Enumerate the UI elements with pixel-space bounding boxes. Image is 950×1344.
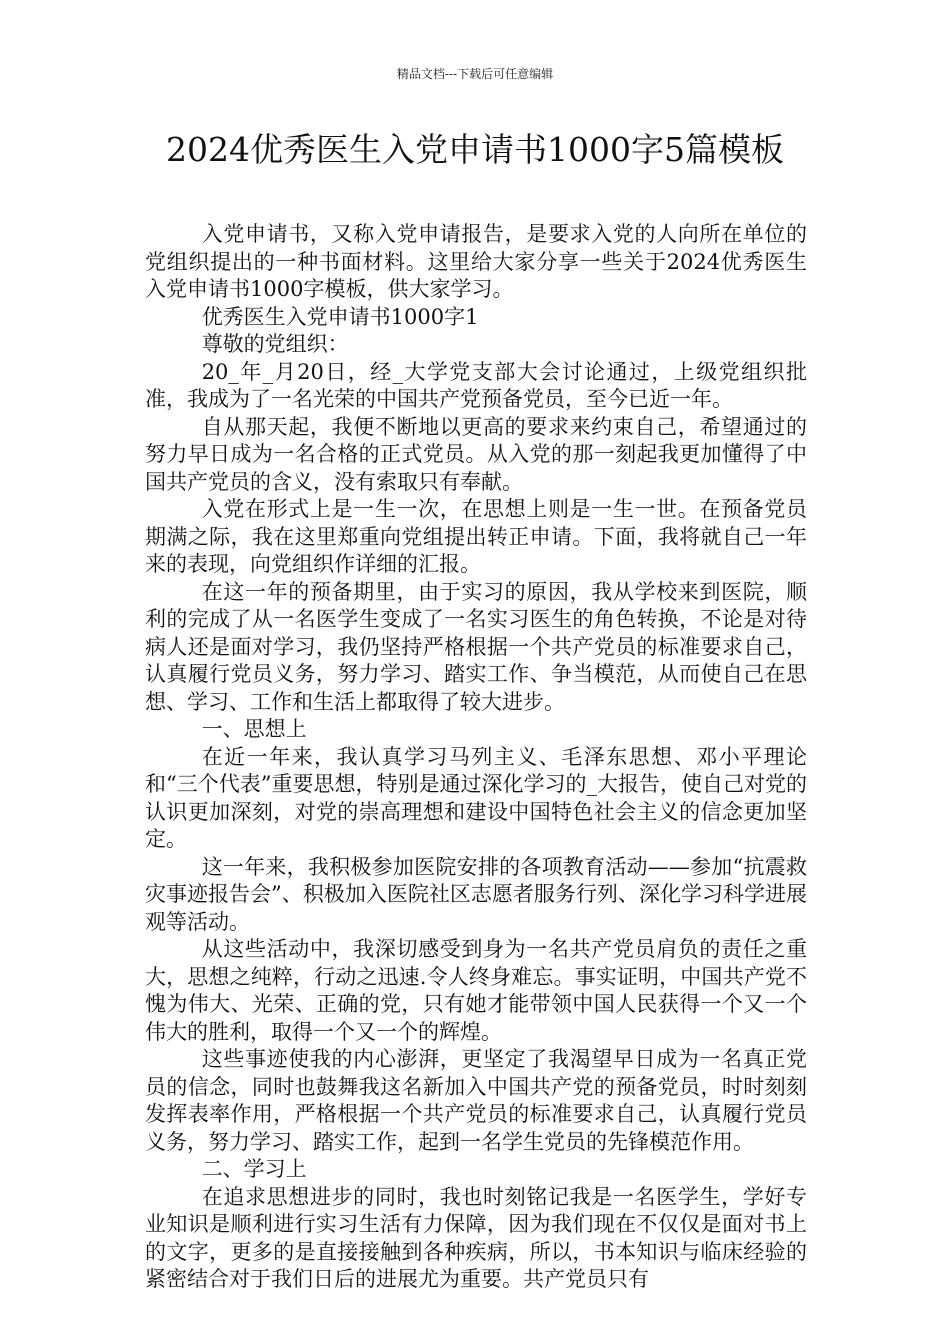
paragraph: 从这些活动中，我深切感受到身为一名共产党员肩负的责任之重大，思想之纯粹，行动之迅速.令人终身难忘。事实证明，中国共产党不愧为伟大、光荣、正确的党，只有她才能带领中国人民获得一个又一个伟大的胜利，取得一个又一个的辉煌。: [145, 937, 807, 1044]
section-heading-study: 二、学习上: [201, 1157, 307, 1181]
paragraph-intro: 入党申请书，又称入党申请报告，是要求入党的人向所在单位的党组织提出的一种书面材料。这里给大家分享一些关于2024优秀医生入党申请书1000字模板，供大家学习。: [145, 222, 807, 301]
paragraph: 在这一年的预备期里，由于实习的原因，我从学校来到医院，顺利的完成了从一名医学生变成了一名实习医生的角色转换，不论是对待病人还是面对学习，我仍坚持严格根据一个共产党员的标准要求自己，认真履行党员义务，努力学习、踏实工作、争当模范，从而使自己在思想、学习、工作和生活上都取得了较大进步。: [145, 579, 807, 714]
document-title: 2024优秀医生入党申请书1000字5篇模板: [166, 130, 784, 169]
paragraph: 20_年_月20日，经_大学党支部大会讨论通过，上级党组织批准，我成为了一名光荣的中国共产党预备党员，至今已近一年。: [145, 359, 807, 411]
paragraph: 这一年来，我积极参加医院安排的各项教育活动——参加“抗震救灾事迹报告会”、积极加入医院社区志愿者服务行列、深化学习科学进展观等活动。: [145, 854, 807, 934]
paragraph-salutation: 尊敬的党组织：: [201, 332, 349, 356]
paragraph: 自从那天起，我便不断地以更高的要求来约束自己，希望通过的努力早日成为一名合格的正式党员。从入党的那一刻起我更加懂得了中国共产党员的含义，没有索取只有奉献。: [145, 414, 807, 494]
paragraph: 在近一年来，我认真学习马列主义、毛泽东思想、邓小平理论和“三个代表”重要思想，特别是通过深化学习的_大报告，使自己对党的认识更加深刻，对党的崇高理想和建设中国特色社会主义的信念更加坚定。: [145, 744, 807, 851]
section-heading-thought: 一、思想上: [201, 717, 307, 741]
paragraph: 在追求思想进步的同时，我也时刻铭记我是一名医学生，学好专业知识是顺利进行实习生活有力保障，因为我们现在不仅仅是面对书上的文字，更多的是直接接触到各种疾病，所以，书本知识与临床经验的紧密结合对于我们日后的进展尤为重要。共产党员只有: [145, 1184, 807, 1291]
paragraph: 这些事迹使我的内心澎湃，更坚定了我渴望早日成为一名真正党员的信念，同时也鼓舞我这名新加入中国共产党的预备党员，时时刻刻发挥表率作用，严格根据一个共产党员的标准要求自己，认真履行党员义务，努力学习、踏实工作，起到一名学生党员的先锋模范作用。: [145, 1047, 807, 1154]
document-body: [145, 221, 807, 1294]
page-header: 精品文档---下载后可任意编辑: [396, 67, 554, 81]
paragraph-subtitle: 优秀医生入党申请书1000字1: [201, 304, 479, 329]
paragraph: 入党在形式上是一生一次，在思想上则是一生一世。在预备党员期满之际，我在这里郑重向党组提出转正申请。下面，我将就自己一年来的表现，向党组织作详细的汇报。: [145, 497, 807, 576]
